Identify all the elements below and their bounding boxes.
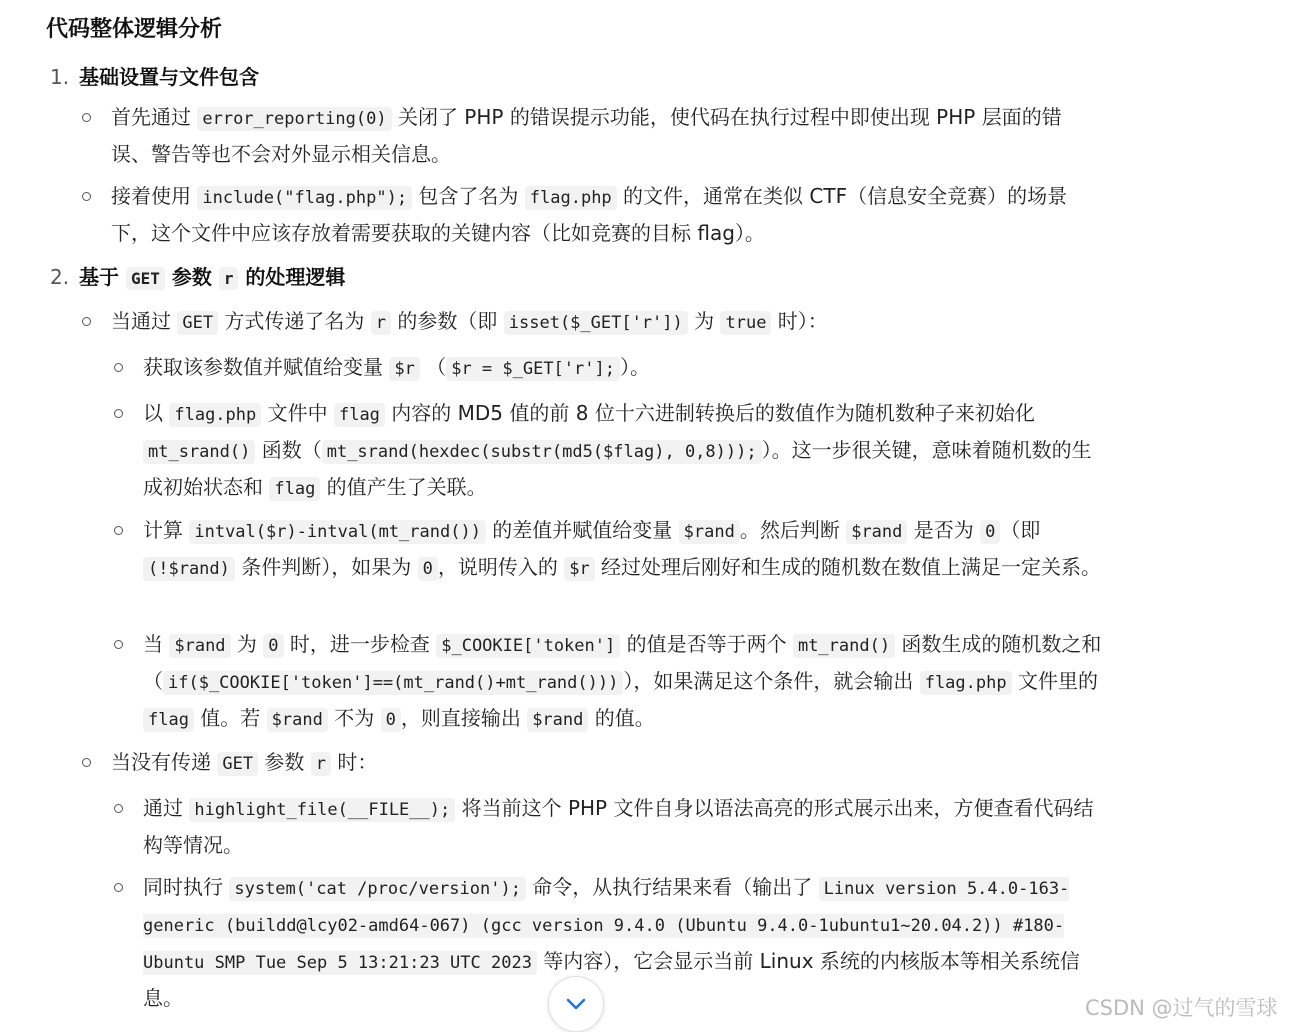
inline-code: (!$rand): [143, 557, 235, 581]
bullet-icon: [114, 883, 123, 892]
inline-code: include("flag.php");: [197, 186, 412, 210]
inline-code: $r = $_GET['r'];: [446, 357, 620, 381]
section-title: 基础设置与文件包含: [79, 65, 259, 89]
bullet-icon: [114, 363, 123, 372]
inline-code: $rand: [679, 520, 740, 544]
scroll-down-button[interactable]: [548, 976, 604, 1032]
bullet-icon: [114, 640, 123, 649]
section-title: 基于 GET 参数 r 的处理逻辑: [79, 265, 346, 289]
list-item: 获取该参数值并赋值给变量 $r （ $r = $_GET['r']; ）。: [143, 355, 650, 379]
inline-code: $rand: [527, 708, 588, 732]
bullet-icon: [82, 317, 91, 326]
inline-code: $r: [564, 557, 594, 581]
inline-code: flag: [143, 708, 194, 732]
inline-code: Linux version 5.4.0-163-generic (buildd@lcy02-amd64-067) (gcc version 9.4.0 (Ubuntu 9.4.0-1ubuntu1~20.04.2)) #180-Ubuntu SMP Tue Sep 5 13:21:23 UTC 2023: [143, 879, 1070, 973]
inline-code: highlight_file(__FILE__);: [189, 798, 455, 822]
inline-code: flag: [269, 477, 320, 501]
inline-code: GET: [126, 267, 165, 290]
list-item: 计算 intval($r)-intval(mt_rand()) 的差值并赋值给变量 $rand 。然后判断 $rand 是否为 0 （即 (!$rand) 条件判断），如果为 0 ，说明传入的 $r 经过处理后刚好和生成的随机数在数值上满足一定关系。: [143, 518, 1102, 579]
inline-code: mt_srand(hexdec(substr(md5($flag), 0,8)));: [322, 440, 762, 464]
bullet-icon: [114, 526, 123, 535]
bullet-icon: [114, 409, 123, 418]
inline-code: flag.php: [525, 186, 617, 210]
inline-code: flag.php: [920, 671, 1012, 695]
page-title: 代码整体逻辑分析: [46, 17, 223, 42]
inline-code: $_COOKIE['token']: [436, 634, 620, 658]
inline-code: flag: [334, 403, 385, 427]
bullet-icon: [82, 758, 91, 767]
inline-code: true: [720, 311, 771, 335]
bullet-icon: [114, 804, 123, 813]
watermark: CSDN @过气的雪球: [1085, 996, 1278, 1020]
inline-code: $rand: [169, 634, 230, 658]
inline-code: GET: [217, 752, 258, 776]
inline-code: $rand: [267, 708, 328, 732]
inline-code: intval($r)-intval(mt_rand()): [189, 520, 486, 544]
inline-code: error_reporting(0): [197, 107, 391, 131]
bullet-icon: [82, 192, 91, 201]
list-item: 以 flag.php 文件中 flag 内容的 MD5 值的前 8 位十六进制转换后的数值作为随机数种子来初始化 mt_srand() 函数（ mt_srand(hexdec(substr(md5($flag), 0,8))); ）。这一步很关键，意味着随机数的生成初始状态和 flag 的值产生了关联。: [143, 401, 1092, 499]
inline-code: r: [311, 752, 331, 776]
list-item: 通过 highlight_file(__FILE__); 将当前这个 PHP 文件自身以语法高亮的形式展示出来，方便查看代码结构等情况。: [143, 796, 1094, 857]
inline-code: system('cat /proc/version');: [229, 877, 526, 901]
inline-code: 0: [980, 520, 1000, 544]
inline-code: $r: [389, 357, 419, 381]
inline-code: mt_srand(): [143, 440, 255, 464]
inline-code: 0: [263, 634, 283, 658]
list-item: 当 $rand 为 0 时，进一步检查 $_COOKIE['token'] 的值是否等于两个 mt_rand() 函数生成的随机数之和（ if($_COOKIE['token']==(mt_rand()+mt_rand())) ），如果满足这个条件，就会输出 flag.php 文件里的 flag 值。若 $rand 不为 0 ，则直接输出 $rand 的值。: [143, 632, 1102, 730]
list-item: 同时执行 system('cat /proc/version'); 命令，从执行结果来看（输出了 Linux version 5.4.0-163-generic (buildd@lcy02-amd64-067) (gcc version 9.4.0 (Ubuntu 9.4.0-1ubuntu1~20.04.2)) #180-Ubuntu SMP Tue Sep 5 13:21:23 UTC 2023 等内容），它会显示当前 Linux 系统的内核版本等相关系统信息。: [143, 875, 1080, 1010]
chevron-down-icon: [565, 997, 587, 1011]
section-number: 2.: [50, 265, 70, 289]
inline-code: 0: [418, 557, 438, 581]
inline-code: $rand: [846, 520, 907, 544]
inline-code: if($_COOKIE['token']==(mt_rand()+mt_rand())): [163, 671, 623, 695]
section-heading-1: [50, 61, 259, 90]
section-number: 1.: [50, 65, 70, 89]
list-item: 接着使用 include("flag.php"); 包含了名为 flag.php 的文件，通常在类似 CTF（信息安全竞赛）的场景下，这个文件中应该存放着需要获取的关键内容（比如竞赛的目标 flag）。: [111, 184, 1068, 245]
inline-code: GET: [177, 311, 218, 335]
inline-code: flag.php: [169, 403, 261, 427]
bullet-icon: [82, 113, 91, 122]
list-item: 首先通过 error_reporting(0) 关闭了 PHP 的错误提示功能，使代码在执行过程中即使出现 PHP 层面的错误、警告等也不会对外显示相关信息。: [111, 105, 1062, 166]
list-item: 当通过 GET 方式传递了名为 r 的参数（即 isset($_GET['r']) 为 true 时）：: [111, 309, 828, 333]
inline-code: mt_rand(): [793, 634, 895, 658]
inline-code: r: [371, 311, 391, 335]
section-heading-2: [50, 261, 345, 290]
inline-code: 0: [381, 708, 401, 732]
inline-code: r: [219, 267, 239, 290]
list-item: 当没有传递 GET 参数 r 时：: [111, 750, 378, 774]
inline-code: isset($_GET['r']): [504, 311, 688, 335]
